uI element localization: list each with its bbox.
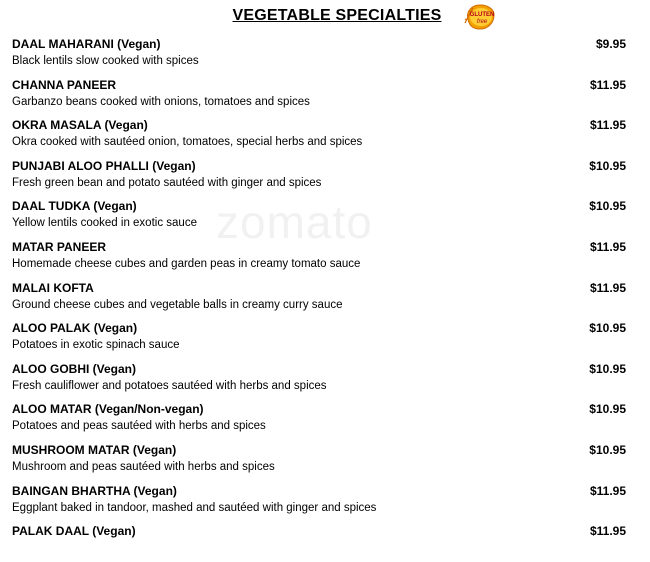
menu-item-description: Potatoes and peas sautéed with herbs and spices	[12, 420, 266, 433]
menu-item-name: PUNJABI ALOO PHALLI (Vegan)	[12, 158, 196, 173]
menu-item-price: $10.95	[589, 321, 626, 336]
menu-item	[0, 278, 650, 319]
menu-item-name: BAINGAN BHARTHA (Vegan)	[12, 483, 177, 498]
menu-item	[0, 318, 650, 359]
menu-item	[0, 115, 650, 156]
menu-item-name: MALAI KOFTA	[12, 280, 94, 295]
menu-item-name: ALOO GOBHI (Vegan)	[12, 361, 137, 376]
menu-item-description: Mushroom and peas sautéed with herbs and spices	[12, 460, 275, 473]
menu-item-price: $10.95	[589, 199, 626, 214]
menu-item-price: $9.95	[595, 37, 626, 51]
page-title: VEGETABLE SPECIALTIES	[232, 7, 442, 24]
menu-item-price: $10.95	[589, 361, 626, 376]
menu-item	[0, 196, 650, 237]
menu-item	[0, 440, 650, 481]
menu-item	[0, 34, 650, 75]
menu-item-price: $11.95	[589, 77, 626, 92]
menu-item-description: Eggplant baked in tandoor, mashed and sautéed with ginger and spices	[12, 501, 377, 514]
menu-item-price: $11.95	[589, 118, 626, 133]
menu-item-description: Fresh green bean and potato sautéed with ginger and spices	[12, 176, 322, 189]
menu-item-name: DAAL TUDKA (Vegan)	[12, 199, 137, 214]
menu-item-name: PALAK DAAL (Vegan)	[12, 524, 136, 539]
menu-item-name: OKRA MASALA (Vegan)	[12, 118, 148, 133]
menu-item-name: ALOO MATAR (Vegan/Non-vegan)	[12, 402, 204, 417]
menu-item	[0, 521, 650, 562]
menu-item-description: Homemade cheese cubes and garden peas in creamy tomato sauce	[12, 257, 361, 270]
menu-item	[0, 75, 650, 116]
menu-item-name: CHANNA PANEER	[12, 77, 117, 92]
menu-item-list	[0, 34, 650, 562]
menu-item-description: Potatoes in exotic spinach sauce	[12, 339, 180, 352]
menu-item-price: $11.95	[589, 280, 626, 295]
menu-item-name: ALOO PALAK (Vegan)	[12, 321, 138, 336]
gluten-free-badge-icon	[462, 3, 498, 31]
menu-item-price: $10.95	[589, 158, 626, 173]
menu-item-price: $11.95	[589, 483, 626, 498]
menu-item-description: Fresh cauliflower and potatoes sautéed with herbs and spices	[12, 379, 327, 392]
menu-item-price: $11.95	[589, 239, 626, 254]
menu-item-name: MUSHROOM MATAR (Vegan)	[12, 442, 177, 457]
menu-item	[0, 237, 650, 278]
menu-item	[0, 359, 650, 400]
menu-item	[0, 156, 650, 197]
menu-item	[0, 481, 650, 522]
menu-item-description: Yellow lentils cooked in exotic sauce	[12, 217, 197, 230]
menu-item-description: Black lentils slow cooked with spices	[12, 55, 199, 67]
badge-line1: GLUTEN	[469, 12, 495, 18]
menu-item-name: MATAR PANEER	[12, 239, 106, 254]
menu-item-price: $10.95	[589, 442, 626, 457]
menu-item-price: $10.95	[589, 402, 626, 417]
menu-item-price: $11.95	[589, 524, 626, 539]
watermark: zomato	[216, 196, 373, 248]
menu-item-description: Ground cheese cubes and vegetable balls in creamy curry sauce	[12, 298, 343, 311]
menu-item	[0, 399, 650, 440]
menu-item-description: Okra cooked with sautéed onion, tomatoes, special herbs and spices	[12, 136, 363, 149]
badge-line2: free	[476, 19, 488, 25]
menu-item-name: DAAL MAHARANI (Vegan)	[12, 37, 161, 51]
menu-item-description: Garbanzo beans cooked with onions, tomatoes and spices	[12, 95, 310, 108]
